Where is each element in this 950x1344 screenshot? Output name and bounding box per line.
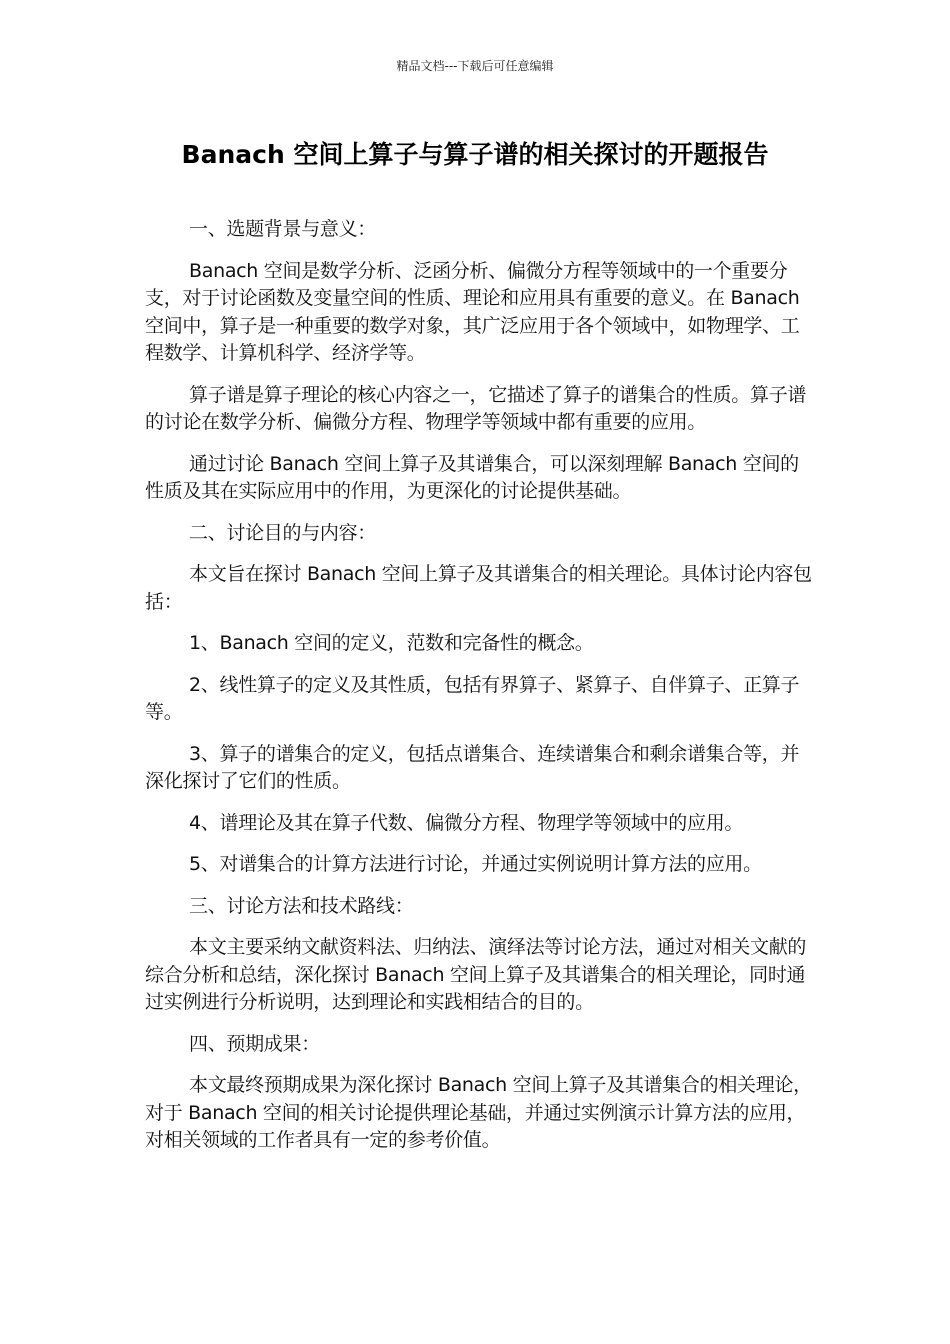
list-item-1: 1、Banach 空间的定义，范数和完备性的概念。	[189, 632, 594, 654]
list-item-2: 2、线性算子的定义及其性质，包括有界算子、紧算子、自伴算子、正算子等。	[145, 673, 800, 723]
list-item-4: 4、谱理论及其在算子代数、偏微分方程、物理学等领域中的应用。	[189, 811, 744, 834]
paragraph-operator-spectrum: 算子谱是算子理论的核心内容之一，它描述了算子的谱集合的性质。算子谱的讨论在数学分析、偏微分方程、物理学等领域中都有重要的应用。	[145, 383, 807, 433]
list-item-5: 5、对谱集合的计算方法进行讨论，并通过实例说明计算方法的应用。	[189, 853, 762, 875]
section-heading-outcomes: 四、预期成果：	[189, 1032, 320, 1055]
paragraph-significance: 通过讨论 Banach 空间上算子及其谱集合，可以深刻理解 Banach 空间的性质及其在实际应用中的作用，为更深化的讨论提供基础。	[145, 452, 799, 502]
paragraph-outcomes: 本文最终预期成果为深化探讨 Banach 空间上算子及其谱集合的相关理论，对于 Banach 空间的相关讨论提供理论基础，并通过实例演示计算方法的应用，对相关领域的工作者具有一定的参考价值。	[145, 1074, 812, 1151]
list-item-3: 3、算子的谱集合的定义，包括点谱集合、连续谱集合和剩余谱集合等，并深化探讨了它们的性质。	[145, 742, 800, 792]
paragraph-methods: 本文主要采纳文献资料法、归纳法、演绎法等讨论方法，通过对相关文献的综合分析和总结，深化探讨 Banach 空间上算子及其谱集合的相关理论，同时通过实例进行分析说明，达到理论和实践相结合的目的。	[145, 936, 807, 1013]
section-heading-purpose: 二、讨论目的与内容：	[189, 521, 377, 544]
section-heading-background: 一、选题背景与意义：	[189, 218, 377, 240]
section-heading-methods: 三、讨论方法和技术路线：	[189, 894, 414, 917]
paragraph-banach-intro: Banach 空间是数学分析、泛函分析、偏微分方程等领域中的一个重要分支，对于讨论函数及变量空间的性质、理论和应用具有重要的意义。在 Banach 空间中，算子是一种重要的数学对象，其广泛应用于各个领域中，如物理学、工程数学、计算机科学、经济学等。	[145, 259, 800, 364]
paragraph-purpose: 本文旨在探讨 Banach 空间上算子及其谱集合的相关理论。具体讨论内容包括：	[145, 563, 812, 613]
document-body	[145, 216, 817, 1169]
page-header: 精品文档---下载后可任意编辑	[396, 59, 554, 73]
document-title: Banach 空间上算子与算子谱的相关探讨的开题报告	[181, 140, 769, 169]
